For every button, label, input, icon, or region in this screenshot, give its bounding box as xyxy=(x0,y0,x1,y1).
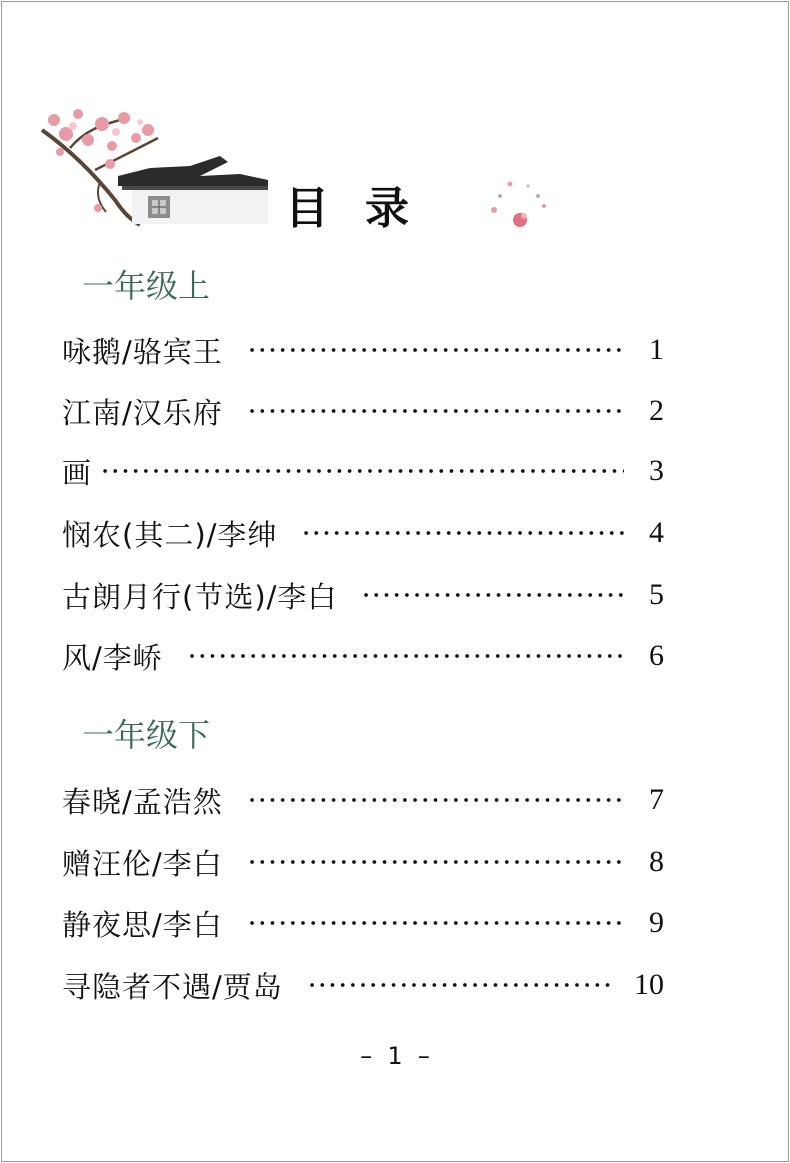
toc-entry-page: 8 xyxy=(649,845,664,878)
toc-entry-page: 1 xyxy=(649,333,664,366)
toc-entry-title: 悯农(其二)/李绅 xyxy=(62,517,278,552)
toc-entry-title: 寻隐者不遇/贾岛 xyxy=(62,969,283,1004)
toc-entry-page: 2 xyxy=(649,394,664,427)
falling-petals-illustration xyxy=(480,172,560,232)
toc-entry[interactable] xyxy=(62,840,664,884)
toc-entry-title: 赠汪伦/李白 xyxy=(62,846,223,881)
plum-blossom-eaves-illustration xyxy=(40,90,275,230)
toc-entry[interactable] xyxy=(62,901,664,945)
toc-entry[interactable] xyxy=(62,389,664,433)
toc-entry-title: 画 xyxy=(62,455,93,490)
toc-entry[interactable] xyxy=(62,634,664,678)
toc-entry-title: 春晓/孟浩然 xyxy=(62,784,223,819)
toc-entry-page: 5 xyxy=(649,578,664,611)
toc-entry-page: 4 xyxy=(649,516,664,549)
dot-leader xyxy=(361,593,624,597)
dot-leader xyxy=(187,654,624,658)
page-number-footer: – 1 – xyxy=(360,1042,430,1070)
toc-entry-page: 10 xyxy=(634,968,664,1001)
toc-entry-page: 6 xyxy=(649,639,664,672)
toc-entry-title: 咏鹅/骆宾王 xyxy=(62,334,223,369)
dot-leader xyxy=(301,531,624,535)
toc-entry-page: 9 xyxy=(649,906,664,939)
toc-entry[interactable] xyxy=(62,778,664,822)
toc-entry[interactable] xyxy=(62,511,664,555)
toc-entry-title: 古朗月行(节选)/李白 xyxy=(62,579,338,614)
toc-entry[interactable] xyxy=(62,573,664,617)
toc-entry-title: 江南/汉乐府 xyxy=(62,395,223,430)
toc-entry-page: 3 xyxy=(649,454,664,487)
toc-entry[interactable] xyxy=(62,449,664,493)
toc-entry-page: 7 xyxy=(649,783,664,816)
section-heading-grade1-second-term: 一年级下 xyxy=(82,716,211,754)
dot-leader xyxy=(247,409,624,413)
dot-leader xyxy=(247,921,624,925)
toc-entry-title: 静夜思/李白 xyxy=(62,907,223,942)
toc-entry[interactable] xyxy=(62,963,664,1007)
dot-leader xyxy=(247,798,624,802)
dot-leader xyxy=(247,348,624,352)
section-heading-grade1-first-term: 一年级上 xyxy=(82,267,211,305)
toc-entry[interactable] xyxy=(62,328,664,372)
dot-leader xyxy=(247,860,624,864)
dot-leader xyxy=(100,469,624,473)
page-title: 目录 xyxy=(285,183,445,234)
toc-entry-title: 风/李峤 xyxy=(62,640,163,675)
dot-leader xyxy=(307,983,612,987)
